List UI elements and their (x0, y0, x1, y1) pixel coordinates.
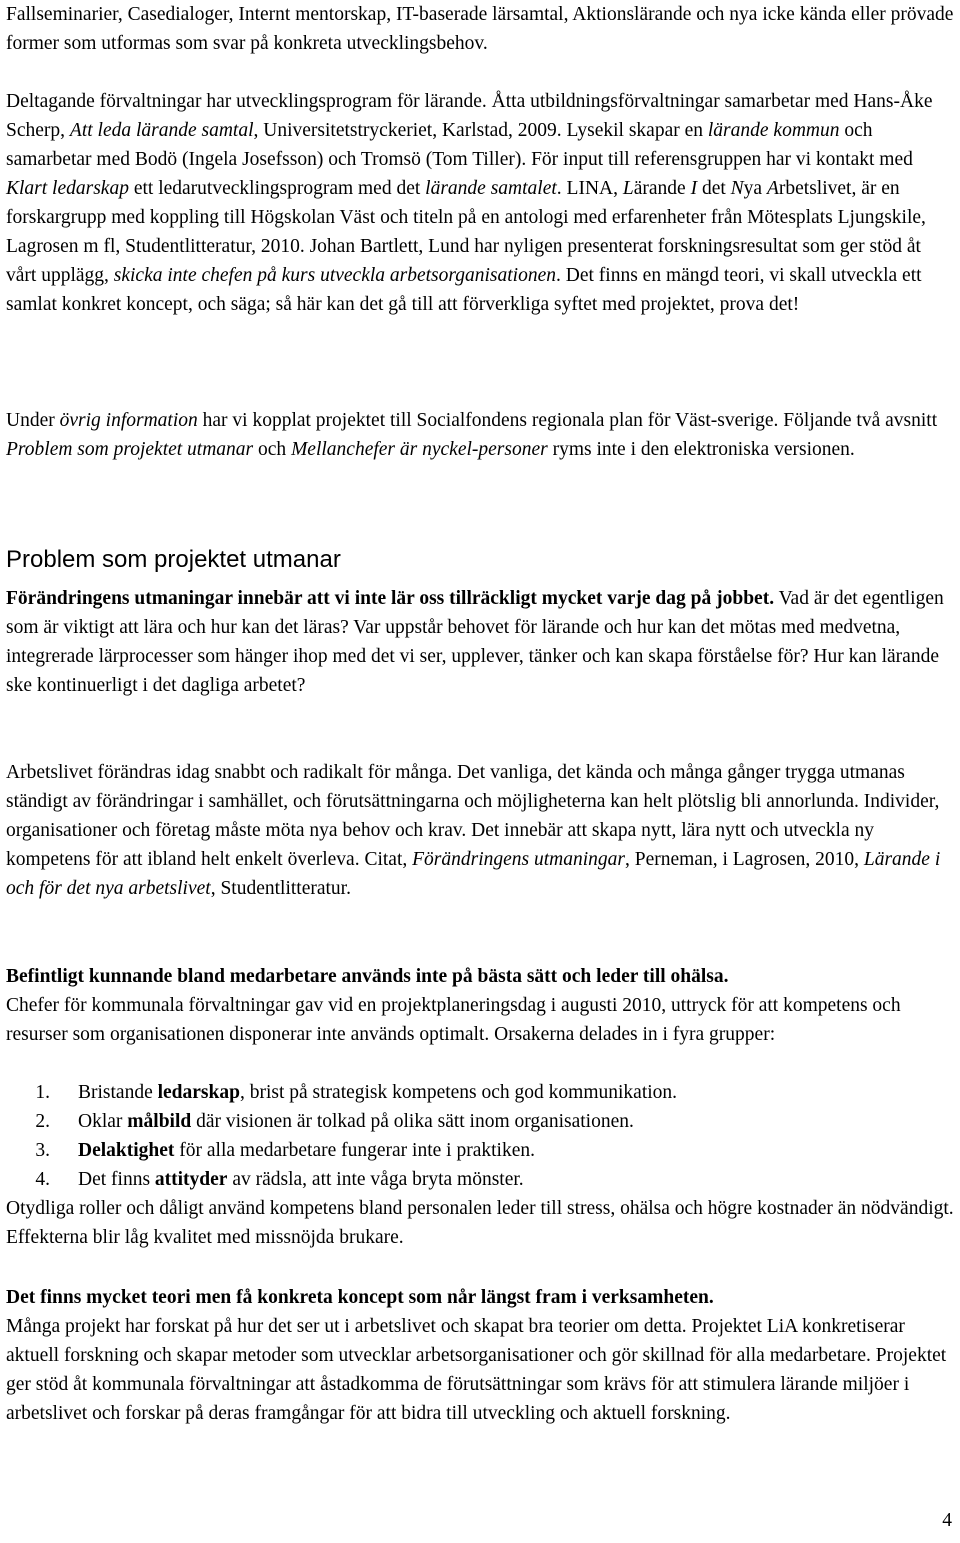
list-item: 3. Delaktighet för alla medarbetare fungerar inte i praktiken. (35, 1140, 535, 1161)
list-item: 1. Bristande ledarskap, brist på strategisk kompetens och god kommunikation. (35, 1082, 678, 1103)
paragraph-theory: Det finns mycket teori men få konkreta koncept som når längst fram i verksamheten. Många projekt har forskat på hur det ser ut i arbetslivet och skapat bra teorier om detta. Projektet LiA konkretiserar aktuell forskning och skapar metoder som utvecklar arbetsorganisationer och gör skillnad för alla medarbetare. Projektet ger stöd åt kommunala förvaltningar att åstadkomma de förutsättningar som krävs för att stimulera lärande miljöer i arbetslivet och forskar på deras framgångar för att bidra till utveckling och aktuell forskning. (6, 1287, 947, 1424)
paragraph-working-life: Arbetslivet förändras idag snabbt och radikalt för många. Det vanliga, det kända och många gånger trygga utmanas ständigt av förändringar i samhället, och förutsättningarna och möjligheterna kan helt plötslig bli annorlunda. Individer, organisationer och företag måste möta nya behov och krav. Det innebär att skapa nytt, lära nytt och utveckla ny kompetens för att ibland helt enkelt överleva. Citat, Förändringens utmaningar, Perneman, i Lagrosen, 2010, Lärande i och för det nya arbetslivet, Studentlitteratur. (6, 762, 941, 899)
paragraph-programs: Deltagande förvaltningar har utvecklingsprogram för lärande. Åtta utbildningsförvaltningar samarbetar med Hans-Åke Scherp, Att leda lärande samtal, Universitetstryckeriet, Karlstad, 2009. Lysekil skapar en lärande kommun och samarbetar med Bodö (Ingela Josefsson) och Tromsö (Tom Tiller). För input till referensgruppen har vi kontakt med Klart ledarskap ett ledarutvecklingsprogram med det lärande samtalet. LINA, Lärande I det Nya Arbetslivet, är en forskargrupp med koppling till Högskolan Väst och titeln på en antologi med erfarenheter från Mötesplats Ljungskile, Lagrosen m fl, Studentlitteratur, 2010. Johan Bartlett, Lund har nyligen presenterat forskningsresultat som ger stöd åt vårt upplägg, skicka inte chefen på kurs utveckla arbetsorganisationen. Det finns en mängd teori, vi skall utveckla ett samlat konkret koncept, och säga; så här kan det gå till att förverkliga syftet med projektet, prova det! (6, 91, 933, 315)
list-item: 4. Det finns attityder av rädsla, att inte våga bryta mönster. (35, 1169, 524, 1190)
paragraph-other-info: Under övrig information har vi kopplat projektet till Socialfondens regionala plan för Väst-sverige. Följande två avsnitt Problem som projektet utmanar och Mellanchefer är nyckel-personer ryms inte i den elektroniska versionen. (6, 410, 938, 460)
paragraph-challenges: Förändringens utmaningar innebär att vi inte lär oss tillräckligt mycket varje dag på jobbet. Vad är det egentligen som är viktigt att lära och hur kan det läras? Var uppstår behovet för lärande och hur kan det mötas med medvetna, integrerade lärprocesser som hänger ihop med det vi ser, upplever, tänker och kan skapa förståelse för? Hur kan lärande ske kontinuerligt i det dagliga arbetet? (6, 588, 944, 696)
paragraph-competence: Befintligt kunnande bland medarbetare används inte på bästa sätt och leder till ohälsa. Chefer för kommunala förvaltningar gav vid en projektplaneringsdag i augusti 2010, uttryck för att kompetens och resurser som organisationen disponerar inte används optimalt. Orsakerna delades in i fyra grupper: (6, 966, 901, 1045)
section-heading: Problem som projektet utmanar (6, 546, 341, 573)
paragraph-intro-forms: Fallseminarier, Casedialoger, Internt mentorskap, IT-baserade lärsamtal, Aktionslärande och nya icke kända eller prövade former som utformas som svar på konkreta utvecklingsbehov. (6, 4, 954, 54)
page-number: 4 (942, 1510, 952, 1531)
numbered-list (6, 1078, 956, 1194)
list-item: 2. Oklar målbild där visionen är tolkad på olika sätt inom organisationen. (35, 1111, 634, 1132)
paragraph-roles: Otydliga roller och dåligt använd kompetens bland personalen leder till stress, ohälsa och högre kostnader än nödvändigt. Effekterna blir låg kvalitet med missnöjda brukare. (6, 1198, 954, 1248)
